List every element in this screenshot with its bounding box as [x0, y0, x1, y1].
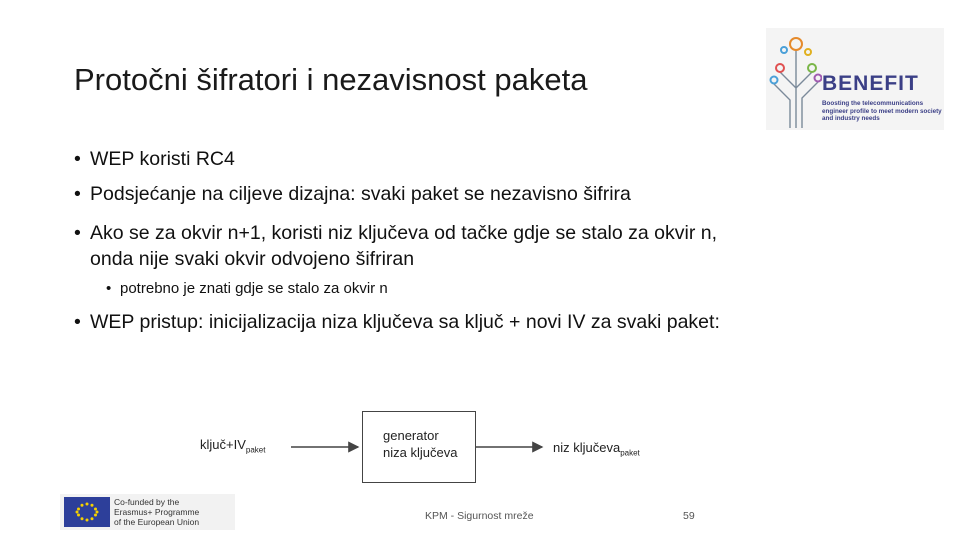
eu-text-line-2: Erasmus+ Programme — [114, 507, 200, 517]
bullet-text: Ako se za okvir n+1, koristi niz ključeva od tačke gdje se stalo za okvir n, — [90, 222, 717, 244]
output-label: niz ključeva$_{paket}$ — [553, 440, 640, 458]
bullet-text: WEP pristup: inicijalizacija niza ključeva sa ključ + novi IV za svaki paket: — [90, 311, 720, 333]
sub-bullet-text: potrebno je znati gdje se stalo za okvir n — [120, 280, 388, 297]
input-label-sub: paket — [245, 445, 266, 455]
bullet-text: WEP koristi RC4 — [90, 148, 235, 170]
eu-text-line-3: of the European Union — [114, 517, 200, 527]
slide-title: Protočni šifratori i nezavisnost paketa — [74, 62, 588, 97]
input-label: $ključ+IV_{paket}$ — [200, 437, 266, 455]
bullet-text-continuation: onda nije svaki okvir odvojeno šifriran — [90, 248, 415, 270]
keystream-generator-box — [362, 411, 476, 483]
eu-flag-icon — [64, 497, 110, 527]
output-label-sub: paket — [620, 448, 640, 458]
erasmus-logo — [60, 494, 235, 530]
box-line-1: generator — [383, 428, 439, 443]
bullet-text: Podsjećanje na ciljeve dizajna: svaki paket se nezavisno šifrira — [90, 183, 631, 205]
box-line-2: niza ključeva — [383, 445, 458, 460]
footer-course: KPM - Sigurnost mreže — [425, 510, 534, 522]
logo-wordmark: BENEFIT — [822, 72, 919, 95]
page-number: 59 — [683, 510, 695, 522]
eu-text-line-1: Co-funded by the — [114, 497, 180, 507]
logo-tagline: Boosting the telecommunications engineer profile to meet modern society and industry needs — [822, 100, 942, 122]
